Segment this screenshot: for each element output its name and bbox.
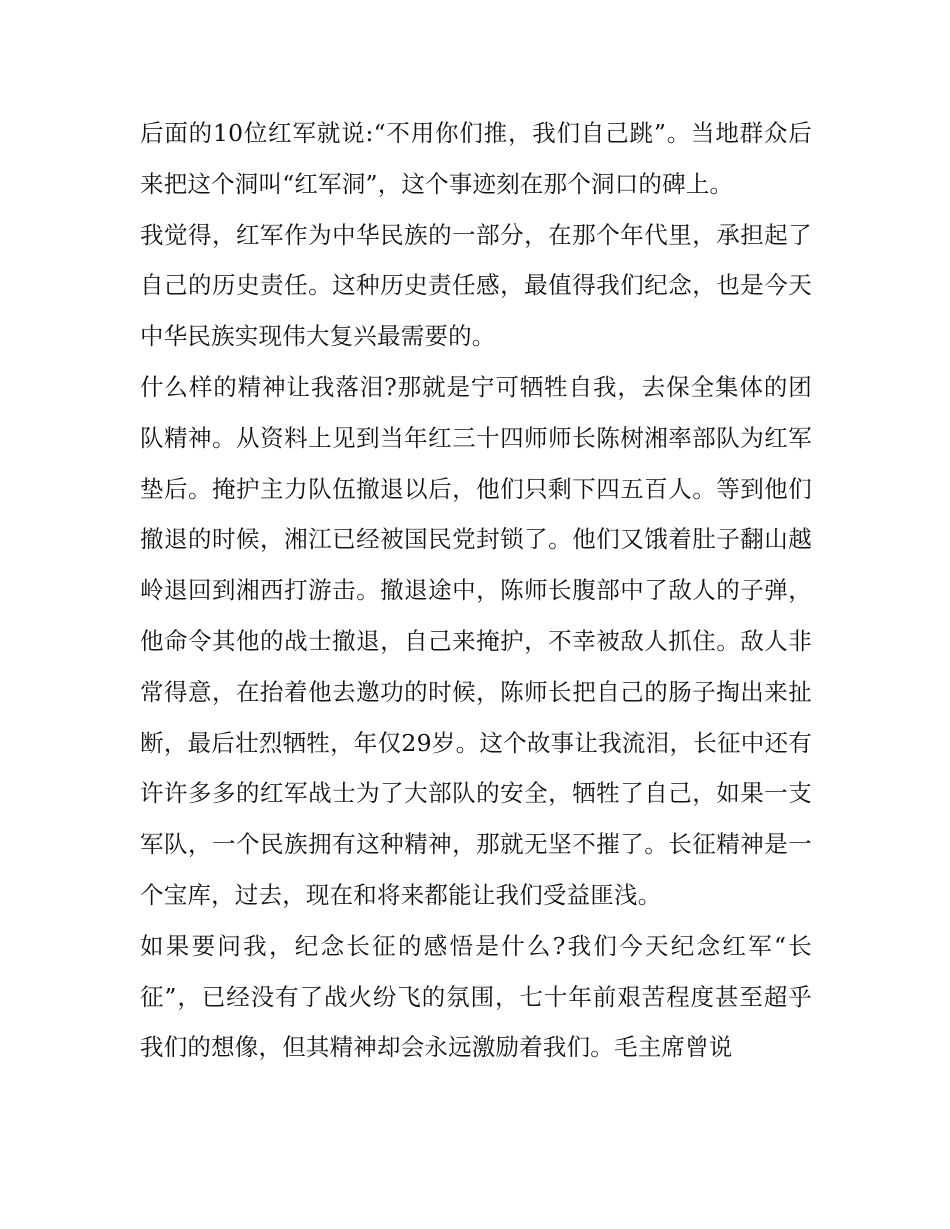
- paragraph-long-march-reflection: 如果要问我，纪念长征的感悟是什么?我们今天纪念红军“长征”，已经没有了战火纷飞的氛围，七十年前艰苦程度甚至超乎我们的想像，但其精神却会永远激励着我们。毛主席曾说: [140, 931, 812, 1062]
- paragraph-red-army-cave: 后面的10位红军就说:“不用你们推，我们自己跳”。当地群众后来把这个洞叫“红军洞”，这个事迹刻在那个洞口的碑上。: [140, 119, 812, 198]
- paragraph-historical-responsibility: 我觉得，红军作为中华民族的一部分，在那个年代里，承担起了自己的历史责任。这种历史责任感，最值得我们纪念，也是今天中华民族实现伟大复兴最需要的。: [140, 220, 812, 351]
- paragraph-team-spirit: 什么样的精神让我落泪?那就是宁可牺牲自我，去保全集体的团队精神。从资料上见到当年红三十四师师长陈树湘率部队为红军垫后。掩护主力队伍撤退以后，他们只剩下四五百人。等到他们撤退的时候，湘江已经被国民党封锁了。他们又饿着肚子翻山越岭退回到湘西打游击。撤退途中，陈师长腹部中了敌人的子弹，他命令其他的战士撤退，自己来掩护，不幸被敌人抓住。敌人非常得意，在抬着他去邀功的时候，陈师长把自己的肠子掏出来扯断，最后壮烈牺牲，年仅29岁。这个故事让我流泪，长征中还有许许多多的红军战士为了大部队的安全，牺牲了自己，如果一支军队，一个民族拥有这种精神，那就无坚不摧了。长征精神是一个宝库，过去，现在和将来都能让我们受益匪浅。: [140, 372, 812, 909]
- document-page: [140, 108, 812, 1073]
